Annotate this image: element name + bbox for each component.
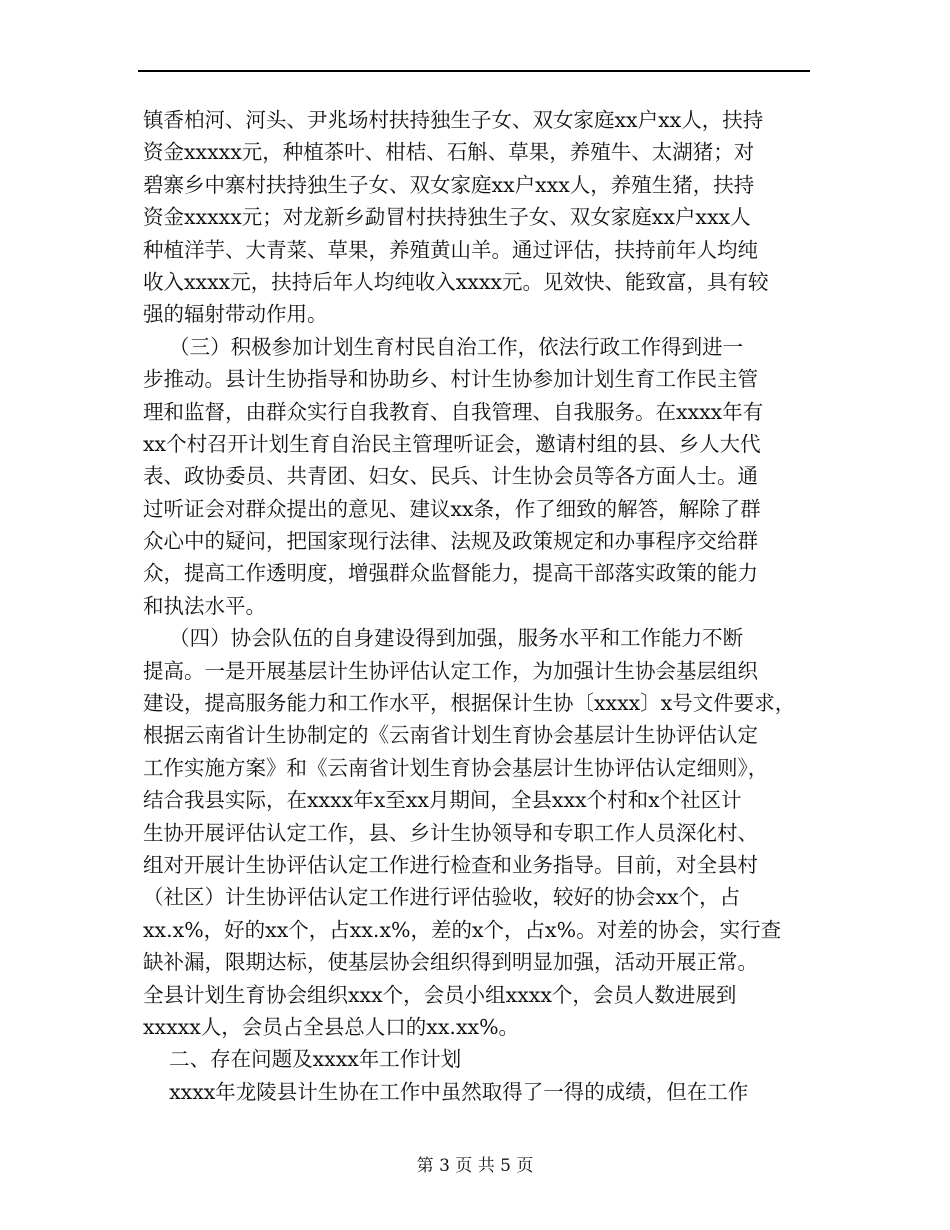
text-line: （三）积极参加计划生育村民自治工作，依法行政工作得到进一 [143,334,744,359]
text-line: 过听证会对群众提出的意见、建议xx条，作了细致的解答，解除了群 [143,496,761,521]
text-line: 生协开展评估认定工作，县、乡计生协领导和专职工作人员深化村、 [143,820,758,845]
text-line: xxxx年龙陵县计生协在工作中虽然取得了一得的成绩，但在工作 [143,1079,749,1104]
text-line: 提高。一是开展基层计生协评估认定工作，为加强计生协会基层组织 [143,658,758,683]
text-line: （四）协会队伍的自身建设得到加强，服务水平和工作能力不断 [143,626,744,651]
text-line: 缺补漏，限期达标，使基层协会组织得到明显加强，活动开展正常。 [143,950,758,975]
text-line: 资金xxxxx元，种植茶叶、柑桔、石斛、草果，养殖牛、太湖猪；对 [143,140,755,165]
text-line: 建设，提高服务能力和工作水平，根据保计生协〔xxxx〕x号文件要求， [143,691,796,716]
text-line: xx.x%，好的xx个，占xx.x%，差的x个，占x%。对差的协会，实行查 [143,917,782,942]
text-line: 镇香柏河、河头、尹兆场村扶持独生子女、双女家庭xx户xx人，扶持 [143,108,764,132]
text-line: 根据云南省计生协制定的《云南省计划生育协会基层计生协评估认定 [143,723,758,748]
text-line: 二、存在问题及xxxx年工作计划 [143,1047,462,1072]
text-line: 和执法水平。 [143,593,266,618]
page-number-label: 第 3 页 共 5 页 [416,1156,534,1176]
text-line: 理和监督，由群众实行自我教育、自我管理、自我服务。在xxxx年有 [143,399,764,424]
text-line: 强的辐射带动作用。 [143,302,328,327]
body-text [143,104,815,1108]
text-line: xx个村召开计划生育自治民主管理听证会，邀请村组的县、乡人大代 [143,431,761,456]
text-line: 全县计划生育协会组织xxx个，会员小组xxxx个，会员人数进展到 [143,982,737,1007]
text-line: （社区）计生协评估认定工作进行评估验收，较好的协会xx个，占 [143,885,741,910]
header-rule [138,70,810,72]
text-line: 步推动。县计生协指导和协助乡、村计生协参加计划生育工作民主管 [143,367,758,392]
text-line: 工作实施方案》和《云南省计划生育协会基层计生协评估认定细则》， [143,755,769,780]
text-line: 表、政协委员、共青团、妇女、民兵、计生协会员等各方面人士。通 [143,464,758,489]
text-line: 收入xxxx元，扶持后年人均纯收入xxxx元。见效快、能致富，具有较 [143,269,769,294]
page-footer [0,1151,950,1176]
text-line: 结合我县实际，在xxxx年x至xx月期间，全县xxx个村和x个社区计 [143,788,742,813]
text-line: 组对开展计生协评估认定工作进行检查和业务指导。目前，对全县村 [143,852,758,877]
text-line: xxxxx人，会员占全县总人口的xx.xx%。 [143,1014,520,1039]
text-line: 众，提高工作透明度，增强群众监督能力，提高干部落实政策的能力 [143,561,758,586]
text-line: 众心中的疑问，把国家现行法律、法规及政策规定和办事程序交给群 [143,529,758,554]
text-line: 种植洋芋、大青菜、草果，养殖黄山羊。通过评估，扶持前年人均纯 [143,237,758,262]
text-line: 碧寨乡中寨村扶持独生子女、双女家庭xx户xxx人，养殖生猪，扶持 [143,172,755,197]
text-line: 资金xxxxx元；对龙新乡勐冒村扶持独生子女、双女家庭xx户xxx人 [143,205,751,230]
